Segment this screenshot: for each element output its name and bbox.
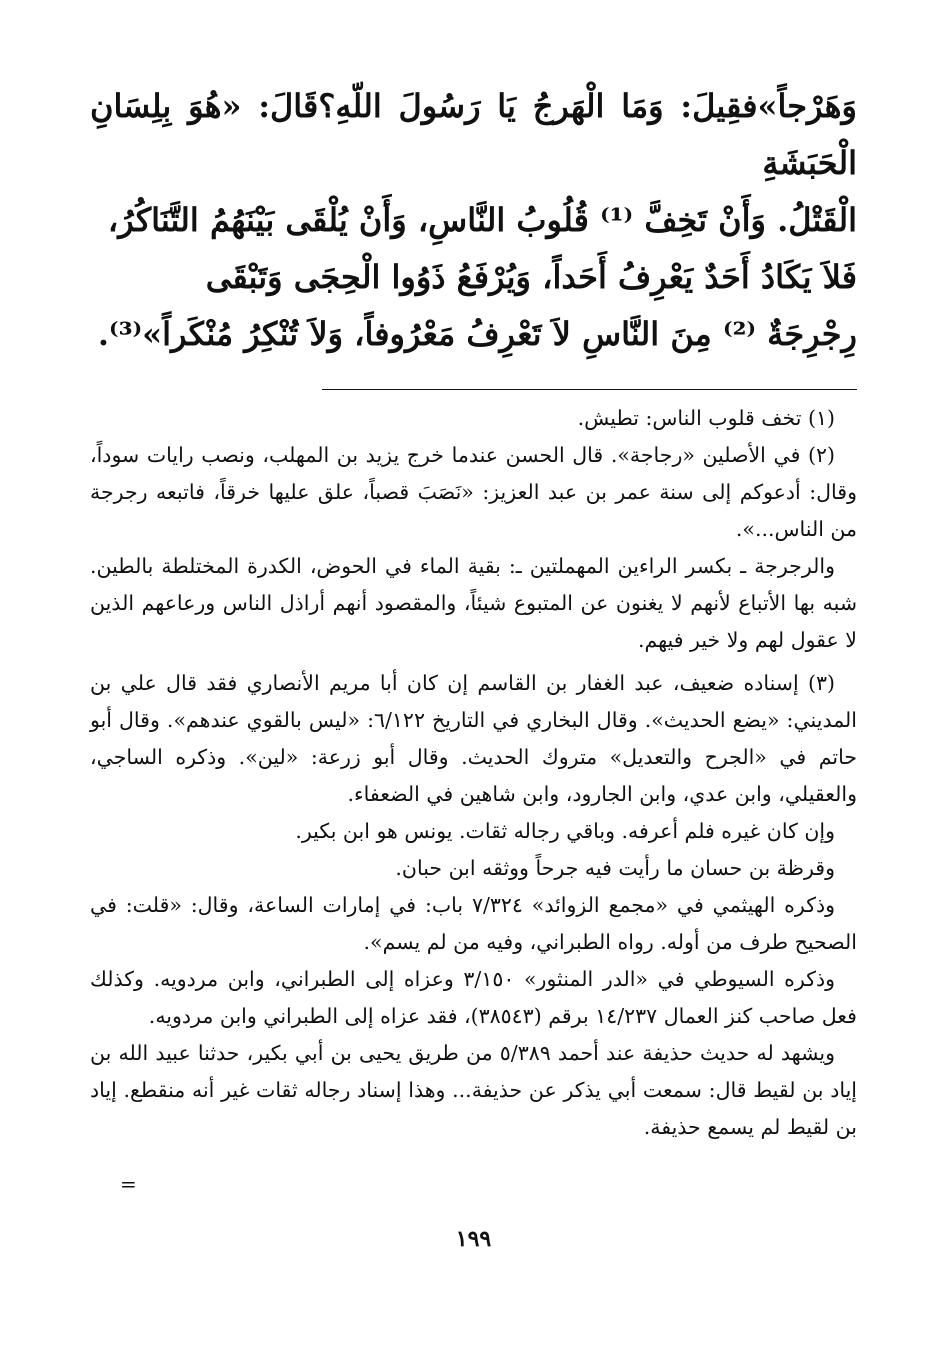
footnote-paragraph: وإن كان غيره فلم أعرفه. وباقي رجاله ثقات. يونس هو ابن بكير. bbox=[295, 819, 835, 843]
footnotes bbox=[90, 400, 857, 1146]
footnote-1: (١) تخف قلوب الناس: تطيش. bbox=[577, 406, 835, 430]
hadith-line: رِجْرِجَةٌ ⁽²⁾ مِنَ النَّاسِ لاَ تَعْرِفُ مَعْرُوفاً، وَلاَ تُنْكِرُ مُنْكَراً»⁽³⁾. bbox=[97, 315, 857, 353]
footnote-divider bbox=[322, 389, 857, 390]
footnote-paragraph: وذكره السيوطي في «الدر المنثور» ٣/١٥٠ وعزاه إلى الطبراني، وابن مردويه. وكذلك فعل صاحب كنز العمال ١٤/٢٣٧ برقم (٣٨٥٤٣)، فقد عزاه إلى الطبراني وابن مردويه. bbox=[90, 967, 857, 1028]
footnote-paragraph: وقرظة بن حسان ما رأيت فيه جرحاً ووثقه ابن حبان. bbox=[395, 856, 835, 880]
hadith-line: الْقَتْلُ. وَأَنْ تَخِفَّ ⁽¹⁾ قُلُوبُ النَّاسِ، وَأَنْ يُلْقَى بَيْنَهُمُ التَّنَاكُرُ، bbox=[107, 201, 857, 239]
footnote-paragraph: ويشهد له حديث حذيفة عند أحمد ٥/٣٨٩ من طريق يحيى بن أبي بكير، حدثنا عبيد الله بن إياد بن لقيط قال: سمعت أبي يذكر عن حذيفة... وهذا إسناد رجاله ثقات غير أنه منقطع. إياد بن لقيط لم يسمع حذيفة. bbox=[90, 1041, 857, 1139]
hadith-text bbox=[90, 78, 857, 363]
book-page bbox=[90, 78, 857, 1358]
hadith-line: فَلاَ يَكَادُ أَحَدٌ يَعْرِفُ أَحَداً، وَيُرْفَعُ ذَوُوا الْحِجَى وَتَبْقَى bbox=[205, 258, 857, 296]
continuation-mark: = bbox=[120, 1172, 137, 1196]
footnote-paragraph: وذكره الهيثمي في «مجمع الزوائد» ٧/٣٢٤ باب: في إمارات الساعة، وقال: «قلت: في الصحيح طرف من أوله. رواه الطبراني، وفيه من لم يسم». bbox=[90, 893, 857, 954]
hadith-line: وَهَرْجاً»فقِيلَ: وَمَا الْهَرجُ يَا رَسُولَ اللّهِ؟قَالَ: «هُوَ بِلِسَانِ الْحَبَشَةِ bbox=[90, 87, 857, 182]
footnote-2: (٢) في الأصلين «رجاجة». قال الحسن عندما خرج يزيد بن المهلب، ونصب رايات سوداً، وقال: أدعوكم إلى سنة عمر بن عبد العزيز: «نَصَبَ قصباً، علق عليها خرقاً، فاتبعه رجرجة من الناس...». bbox=[90, 443, 857, 541]
footnote-3: (٣) إسناده ضعيف، عبد الغفار بن القاسم إن كان أبا مريم الأنصاري فقد قال علي بن المديني: «يضع الحديث». وقال البخاري في التاريخ ٦/١٢٢: «ليس بالقوي عندهم». وقال أبو حاتم في «الجرح والتعديل» متروك الحديث. وقال أبو زرعة: «لين». وذكره الساجي، والعقيلي، وابن عدي، وابن الجارود، وابن شاهين في الضعفاء. bbox=[90, 671, 857, 806]
footnote-paragraph: والرجرجة ـ بكسر الراءين المهملتين ـ: بقية الماء في الحوض، الكدرة المختلطة بالطين. شبه بها الأتباع لأنهم لا يغنون عن المتبوع شيئاً، والمقصود أنهم أراذل الناس ورعاعهم الذين لا عقول لهم ولا خير فيهم. bbox=[90, 554, 857, 652]
page-number: ١٩٩ bbox=[455, 1226, 492, 1252]
